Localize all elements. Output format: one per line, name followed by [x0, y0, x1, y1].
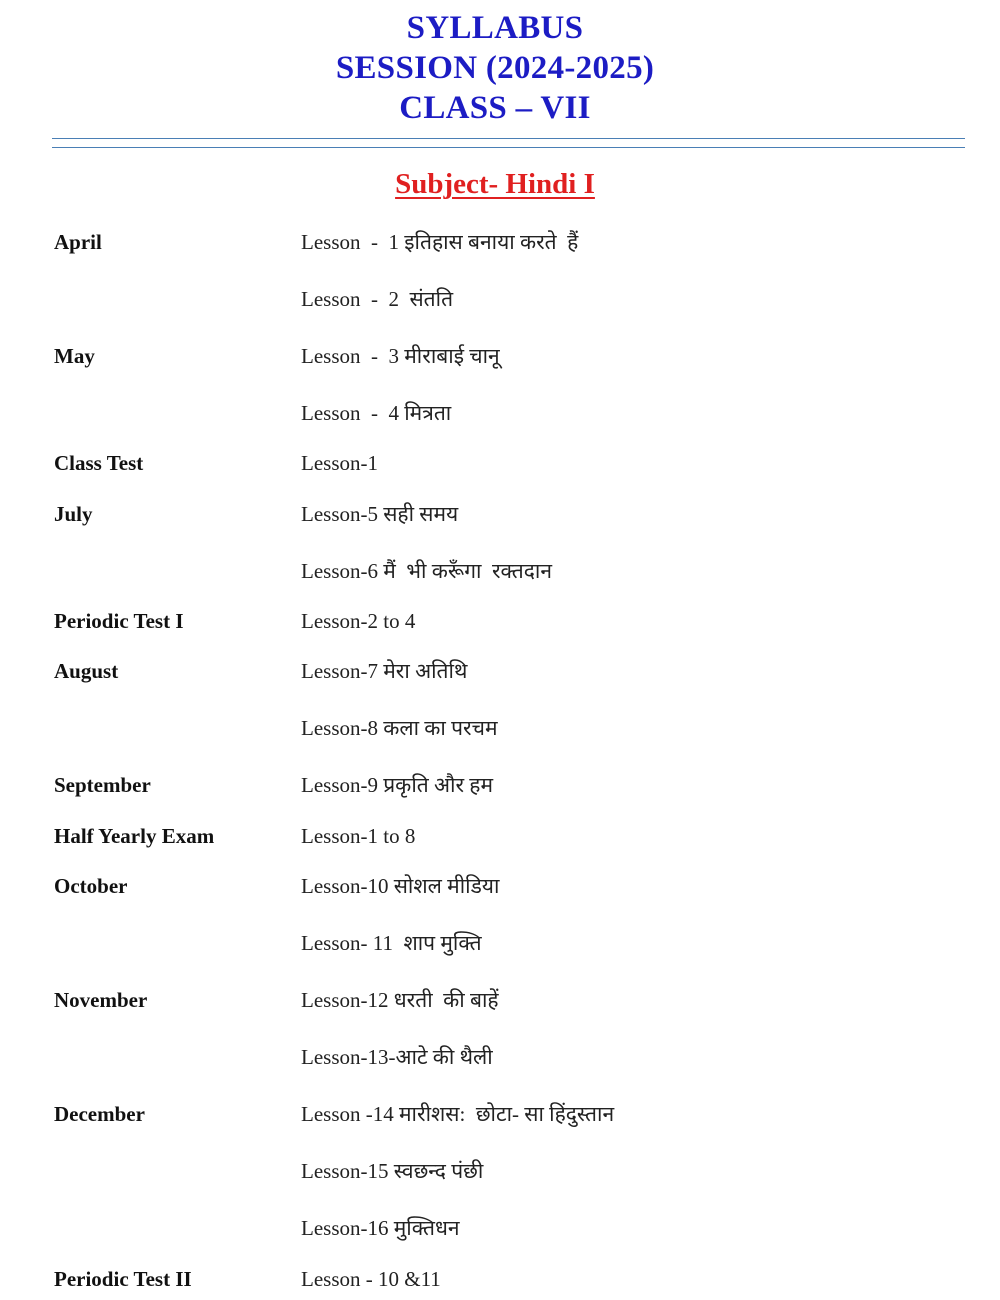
lesson-entry: Lesson - 4 मित्रता — [301, 401, 452, 425]
month-label: Periodic Test I — [54, 609, 184, 633]
lesson-entry: Lesson-5 सही समय — [301, 502, 459, 526]
lesson-entry: Lesson-1 to 8 — [301, 824, 416, 848]
month-label: July — [54, 502, 93, 526]
syllabus-row — [0, 1156, 1000, 1186]
syllabus-row — [0, 821, 1000, 851]
lesson-entry: Lesson-10 सोशल मीडिया — [301, 874, 500, 898]
month-label: May — [54, 344, 95, 368]
syllabus-row — [0, 398, 1000, 428]
syllabus-row — [0, 556, 1000, 586]
lesson-entry: Lesson - 10 &11 — [301, 1267, 441, 1291]
lesson-entry: Lesson-9 प्रकृति और हम — [301, 773, 494, 797]
syllabus-row — [0, 1213, 1000, 1243]
lesson-entry: Lesson - 3 मीराबाई चानू — [301, 344, 500, 368]
month-label: Class Test — [54, 451, 144, 475]
session-title: SESSION (2024-2025) — [335, 50, 655, 86]
lesson-entry: Lesson - 2 संतति — [301, 287, 454, 311]
syllabus-row — [0, 656, 1000, 686]
month-label: November — [54, 988, 148, 1012]
month-label: September — [54, 773, 151, 797]
month-label: Periodic Test II — [54, 1267, 192, 1291]
lesson-entry: Lesson-6 मैं भी करूँगा रक्तदान — [301, 559, 553, 583]
lesson-entry: Lesson-1 — [301, 451, 378, 475]
lesson-entry: Lesson-16 मुक्तिधन — [301, 1216, 460, 1240]
month-label: Half Yearly Exam — [54, 824, 215, 848]
lesson-entry: Lesson-15 स्वछन्द पंछी — [301, 1159, 484, 1183]
header-divider-bottom — [52, 147, 965, 148]
lesson-entry: Lesson -14 मारीशस: छोटा- सा हिंदुस्तान — [301, 1102, 615, 1126]
syllabus-row — [0, 928, 1000, 958]
syllabus-row — [0, 713, 1000, 743]
syllabus-row — [0, 1042, 1000, 1072]
syllabus-row — [0, 499, 1000, 529]
syllabus-row — [0, 606, 1000, 636]
class-title: CLASS – VII — [399, 90, 591, 126]
syllabus-title: SYLLABUS — [406, 10, 584, 46]
syllabus-row — [0, 1264, 1000, 1294]
syllabus-row — [0, 341, 1000, 371]
syllabus-row — [0, 770, 1000, 800]
syllabus-row — [0, 448, 1000, 478]
lesson-entry: Lesson - 1 इतिहास बनाया करते हैं — [301, 230, 579, 254]
month-label: April — [54, 230, 102, 254]
syllabus-row — [0, 1099, 1000, 1129]
syllabus-row — [0, 284, 1000, 314]
lesson-entry: Lesson-7 मेरा अतिथि — [301, 659, 468, 683]
syllabus-row — [0, 227, 1000, 257]
month-label: December — [54, 1102, 145, 1126]
subject-heading: Subject- Hindi I — [395, 168, 595, 200]
month-label: August — [54, 659, 119, 683]
document-header — [0, 8, 990, 128]
lesson-entry: Lesson-13-आटे की थैली — [301, 1045, 493, 1069]
lesson-entry: Lesson- 11 शाप मुक्ति — [301, 931, 482, 955]
lesson-entry: Lesson-8 कला का परचम — [301, 716, 498, 740]
syllabus-row — [0, 871, 1000, 901]
header-divider-top — [52, 138, 965, 139]
lesson-entry: Lesson-12 धरती की बाहें — [301, 988, 499, 1012]
lesson-entry: Lesson-2 to 4 — [301, 609, 416, 633]
syllabus-row — [0, 985, 1000, 1015]
month-label: October — [54, 874, 128, 898]
